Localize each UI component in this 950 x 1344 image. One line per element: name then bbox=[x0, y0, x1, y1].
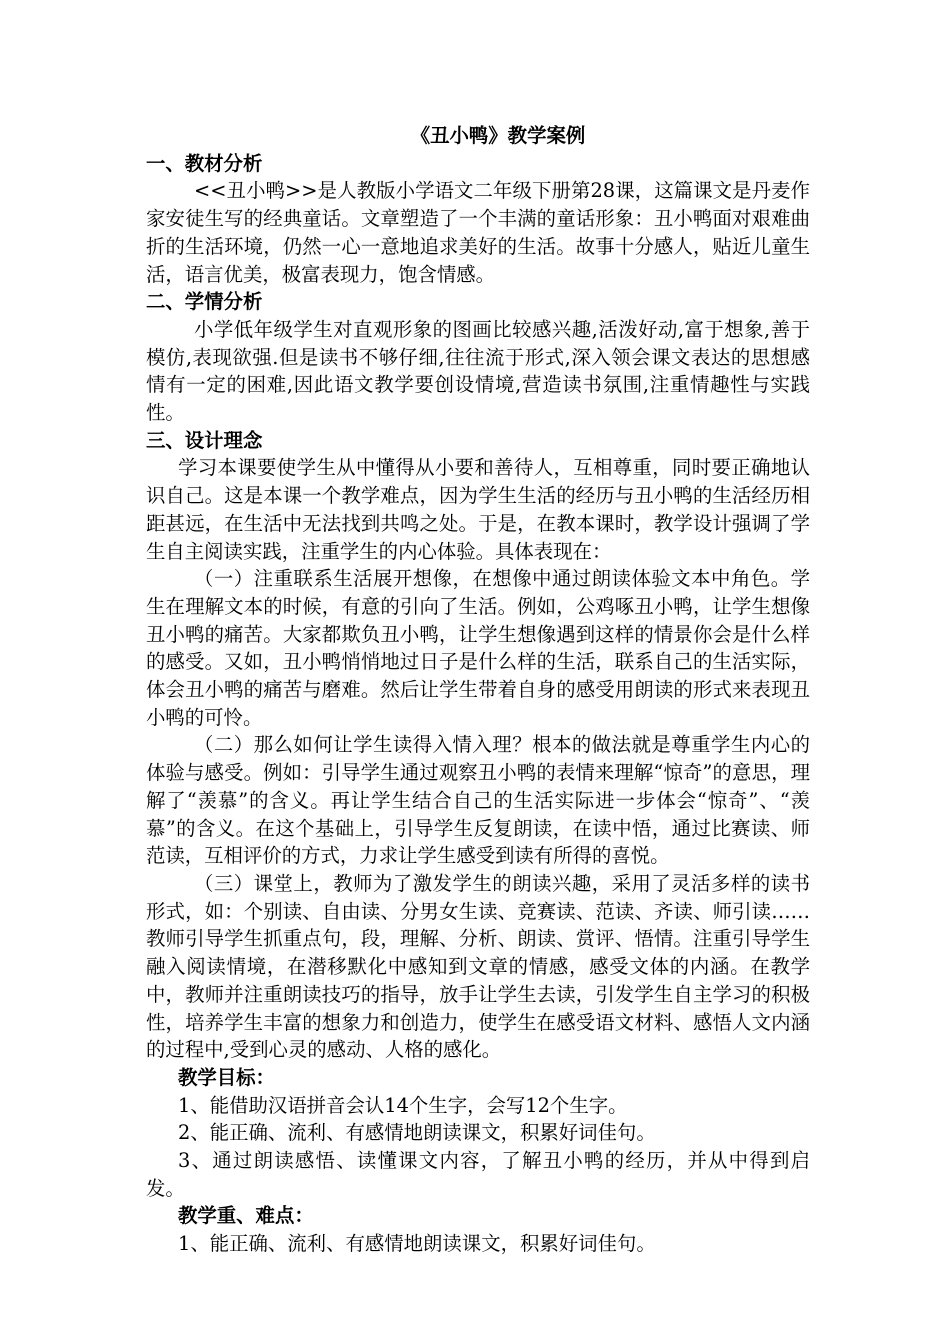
section-heading-textbook-analysis: 一、教材分析 bbox=[146, 151, 263, 175]
paragraph-textbook-analysis: <<丑小鸭>>是人教版小学语文二年级下册第28课，这篇课文是丹麦作家安徒生写的经典童话。文章塑造了一个丰满的童话形象：丑小鸭面对艰难曲折的生活环境，仍然一心一意地追求美好的生活。故事十分感人，贴近儿童生活，语言优美，极富表现力，饱含情感。 bbox=[146, 179, 810, 286]
document-title: 《丑小鸭》教学案例 bbox=[410, 124, 586, 147]
objectives-heading: 教学目标： bbox=[178, 1065, 275, 1089]
objective-item: 3、通过朗读感悟、读懂课文内容，了解丑小鸭的经历，并从中得到启发。 bbox=[146, 1149, 810, 1200]
key-point-item: 1、能正确、流利、有感情地朗读课文，积累好词佳句。 bbox=[178, 1232, 656, 1256]
objective-item: 1、能借助汉语拼音会认14个生字，会写12个生字。 bbox=[178, 1093, 628, 1117]
paragraph-design-concept-intro: 学习本课要使学生从中懂得从小要和善待人，互相尊重，同时要正确地认识自己。这是本课一个教学难点，因为学生生活的经历与丑小鸭的生活经历相距甚远，在生活中无法找到共鸣之处。于是，在教本课时，教学设计强调了学生自主阅读实践，注重学生的内心体验。具体表现在： bbox=[146, 456, 810, 563]
paragraph-design-concept-1: （一）注重联系生活展开想像，在想像中通过朗读体验文本中角色。学生在理解文本的时候，有意的引向了生活。例如，公鸡啄丑小鸭，让学生想像丑小鸭的痛苦。大家都欺负丑小鸭，让学生想像遇到这样的情景你会是什么样的感受。又如，丑小鸭悄悄地过日子是什么样的生活，联系自己的生活实际，体会丑小鸭的痛苦与磨难。然后让学生带着自身的感受用朗读的形式来表现丑小鸭的可怜。 bbox=[146, 567, 810, 729]
objective-item: 2、能正确、流利、有感情地朗读课文，积累好词佳句。 bbox=[178, 1121, 656, 1145]
document-page bbox=[146, 122, 810, 1258]
section-heading-student-analysis: 二、学情分析 bbox=[146, 290, 263, 314]
key-points-heading: 教学重、难点： bbox=[178, 1204, 314, 1228]
paragraph-student-analysis: 小学低年级学生对直观形象的图画比较感兴趣,活泼好动,富于想象,善于模仿,表现欲强.但是读书不够仔细,往往流于形式,深入领会课文表达的思想感情有一定的困难,因此语文教学要创设情境,营造读书氛围,注重情趣性与实践性。 bbox=[146, 317, 810, 425]
paragraph-design-concept-3: （三）课堂上，教师为了激发学生的朗读兴趣，采用了灵活多样的读书形式，如：个别读、自由读、分男女生读、竞赛读、范读、齐读、师引读……教师引导学生抓重点句，段，理解、分析、朗读、赏评、悟情。注重引导学生融入阅读情境，在潜移默化中感知到文章的情感，感受文体的内涵。在教学中，教师并注重朗读技巧的指导，放手让学生去读，引发学生自主学习的积极性，培养学生丰富的想象力和创造力，使学生在感受语文材料、感悟人文内涵的过程中,受到心灵的感动、人格的感化。 bbox=[146, 871, 810, 1062]
paragraph-design-concept-2: （二）那么如何让学生读得入情入理？根本的做法就是尊重学生内心的体验与感受。例如：引导学生通过观察丑小鸭的表情来理解“惊奇”的意思，理解了“羡慕”的含义。再让学生结合自己的生活实际进一步体会“惊奇”、“羡慕”的含义。在这个基础上，引导学生反复朗读，在读中悟，通过比赛读、师范读，互相评价的方式，力求让学生感受到读有所得的喜悦。 bbox=[146, 733, 810, 868]
section-heading-design-concept: 三、设计理念 bbox=[146, 428, 263, 452]
